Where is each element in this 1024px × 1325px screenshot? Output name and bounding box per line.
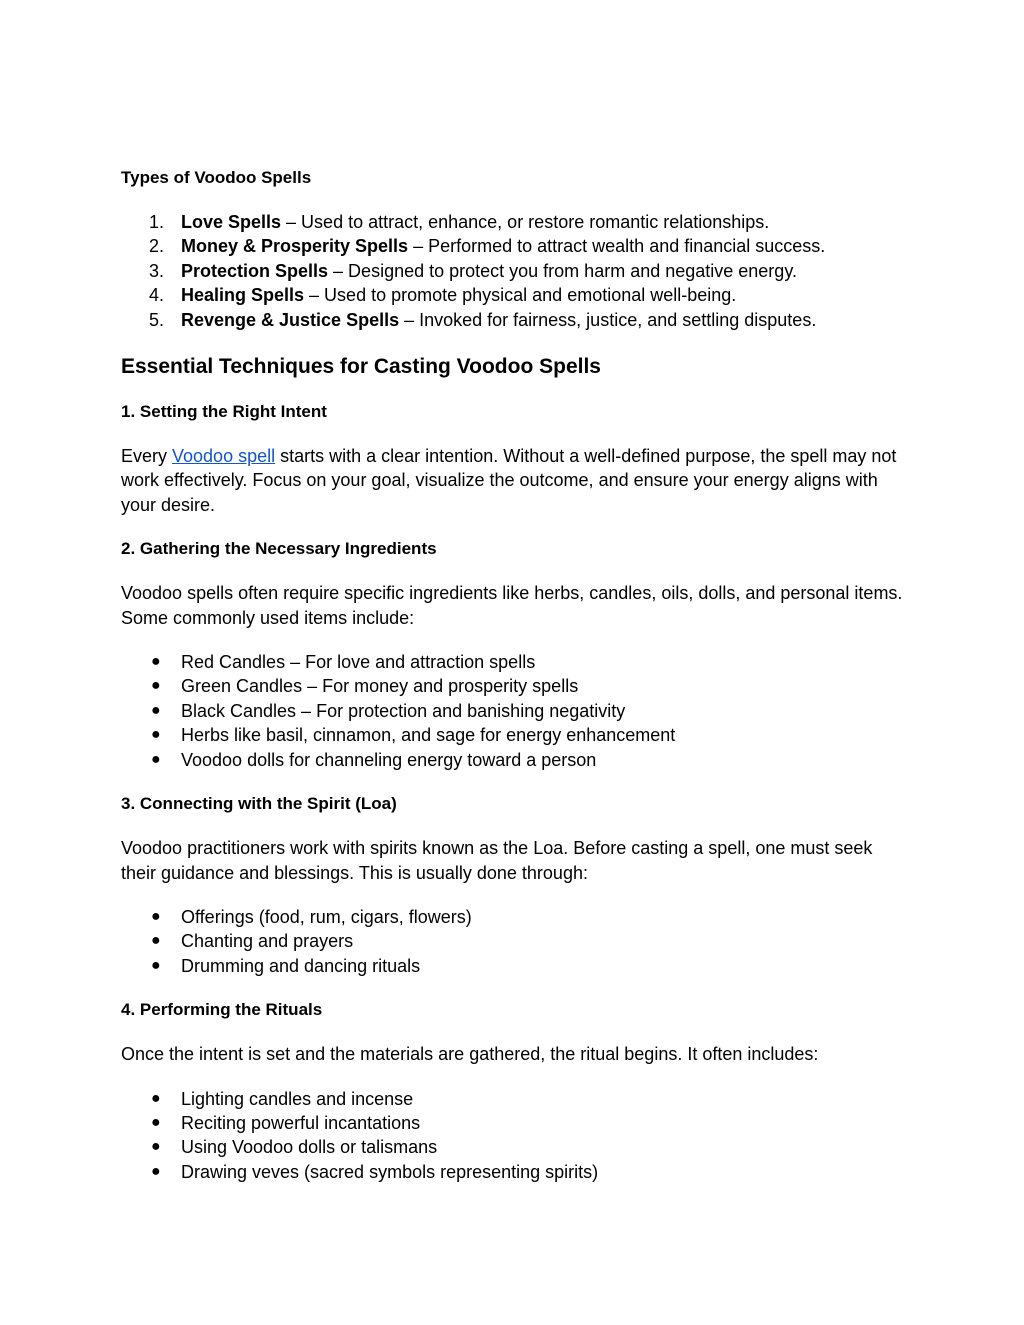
spell-desc: – Designed to protect you from harm and negative energy. [328, 260, 797, 281]
list-item [121, 929, 911, 953]
section-paragraph: Once the intent is set and the materials are gathered, the ritual begins. It often includes: [121, 1044, 819, 1065]
bullet-icon: ● [151, 726, 161, 744]
paragraph-text: starts with a clear intention. Without a well-defined purpose, the spell may not work effectively. Focus on your goal, visualize the outcome, and ensure your energy aligns with your desire. [121, 446, 897, 515]
voodoo-spell-link[interactable]: Voodoo spell [172, 446, 276, 467]
section-heading: 1. Setting the Right Intent [121, 402, 327, 422]
list-item [121, 748, 911, 772]
bullet-icon: ● [151, 1113, 161, 1131]
list-number: 1. [149, 212, 165, 232]
list-item [121, 234, 911, 258]
ingredients-list [121, 650, 911, 772]
bullet-icon: ● [151, 677, 161, 695]
list-item [121, 1160, 911, 1184]
paragraph-text: Every [121, 446, 173, 467]
bullet-icon: ● [151, 1089, 161, 1107]
list-item-text: Herbs like basil, cinnamon, and sage for energy enhancement [181, 725, 676, 746]
list-item [121, 905, 911, 929]
section-heading: 4. Performing the Rituals [121, 1000, 323, 1020]
section-paragraph: Voodoo practitioners work with spirits known as the Loa. Before casting a spell, one must seek their guidance and blessings. This is usually done through: [121, 838, 873, 883]
bullet-icon: ● [151, 956, 161, 974]
list-item-text: Reciting powerful incantations [181, 1112, 421, 1133]
bullet-icon: ● [151, 1162, 161, 1180]
list-item-text: Drumming and dancing rituals [181, 955, 421, 976]
list-item-text: Offerings (food, rum, cigars, flowers) [181, 906, 472, 927]
list-item-text: Voodoo dolls for channeling energy toward a person [181, 749, 597, 770]
bullet-icon: ● [151, 750, 161, 768]
list-item [121, 954, 911, 978]
list-number: 2. [149, 236, 165, 257]
list-item [121, 210, 911, 234]
spell-name: Money & Prosperity Spells [181, 236, 409, 257]
bullet-icon: ● [151, 653, 161, 671]
list-item [121, 259, 911, 283]
spell-name: Healing Spells [181, 285, 305, 306]
list-number: 5. [149, 309, 165, 330]
techniques-heading: Essential Techniques for Casting Voodoo Spells [121, 355, 601, 379]
spell-desc: – Invoked for fairness, justice, and settling disputes. [399, 309, 817, 330]
spell-desc: – Used to attract, enhance, or restore romantic relationships. [281, 212, 770, 232]
list-item-text: Chanting and prayers [181, 931, 354, 952]
ritual-steps-list [121, 1087, 911, 1185]
section-paragraph [121, 444, 911, 517]
bullet-icon: ● [151, 701, 161, 719]
list-item [121, 308, 911, 332]
section-heading: 3. Connecting with the Spirit (Loa) [121, 794, 397, 814]
list-item-text: Using Voodoo dolls or talismans [181, 1137, 438, 1158]
spell-name: Protection Spells [181, 260, 329, 281]
bullet-icon: ● [151, 907, 161, 925]
spirit-methods-list [121, 905, 911, 978]
types-heading: Types of Voodoo Spells [121, 168, 312, 187]
list-item-text: Green Candles – For money and prosperity spells [181, 676, 579, 697]
list-item-text: Lighting candles and incense [181, 1088, 414, 1109]
list-number: 4. [149, 285, 165, 306]
spell-name: Revenge & Justice Spells [181, 309, 400, 330]
list-item [121, 650, 911, 674]
list-item-text: Black Candles – For protection and banishing negativity [181, 700, 626, 721]
spell-name: Love Spells [181, 212, 282, 232]
spell-desc: – Used to promote physical and emotional well-being. [304, 285, 737, 306]
list-item [121, 699, 911, 723]
spell-desc: – Performed to attract wealth and financial success. [408, 236, 826, 257]
spell-types-list [121, 210, 911, 332]
list-item [121, 723, 911, 747]
section-paragraph: Voodoo spells often require specific ingredients like herbs, candles, oils, dolls, and personal items. Some commonly used items include: [121, 583, 903, 628]
bullet-icon: ● [151, 932, 161, 950]
section-heading: 2. Gathering the Necessary Ingredients [121, 539, 437, 559]
list-item-text: Red Candles – For love and attraction spells [181, 652, 536, 673]
bullet-icon: ● [151, 1138, 161, 1156]
document-page [121, 166, 911, 1184]
list-item-text: Drawing veves (sacred symbols representing spirits) [181, 1161, 599, 1182]
list-item [121, 674, 911, 698]
list-item [121, 1087, 911, 1111]
list-item [121, 1135, 911, 1159]
list-item [121, 283, 911, 307]
list-number: 3. [149, 260, 165, 281]
list-item [121, 1111, 911, 1135]
